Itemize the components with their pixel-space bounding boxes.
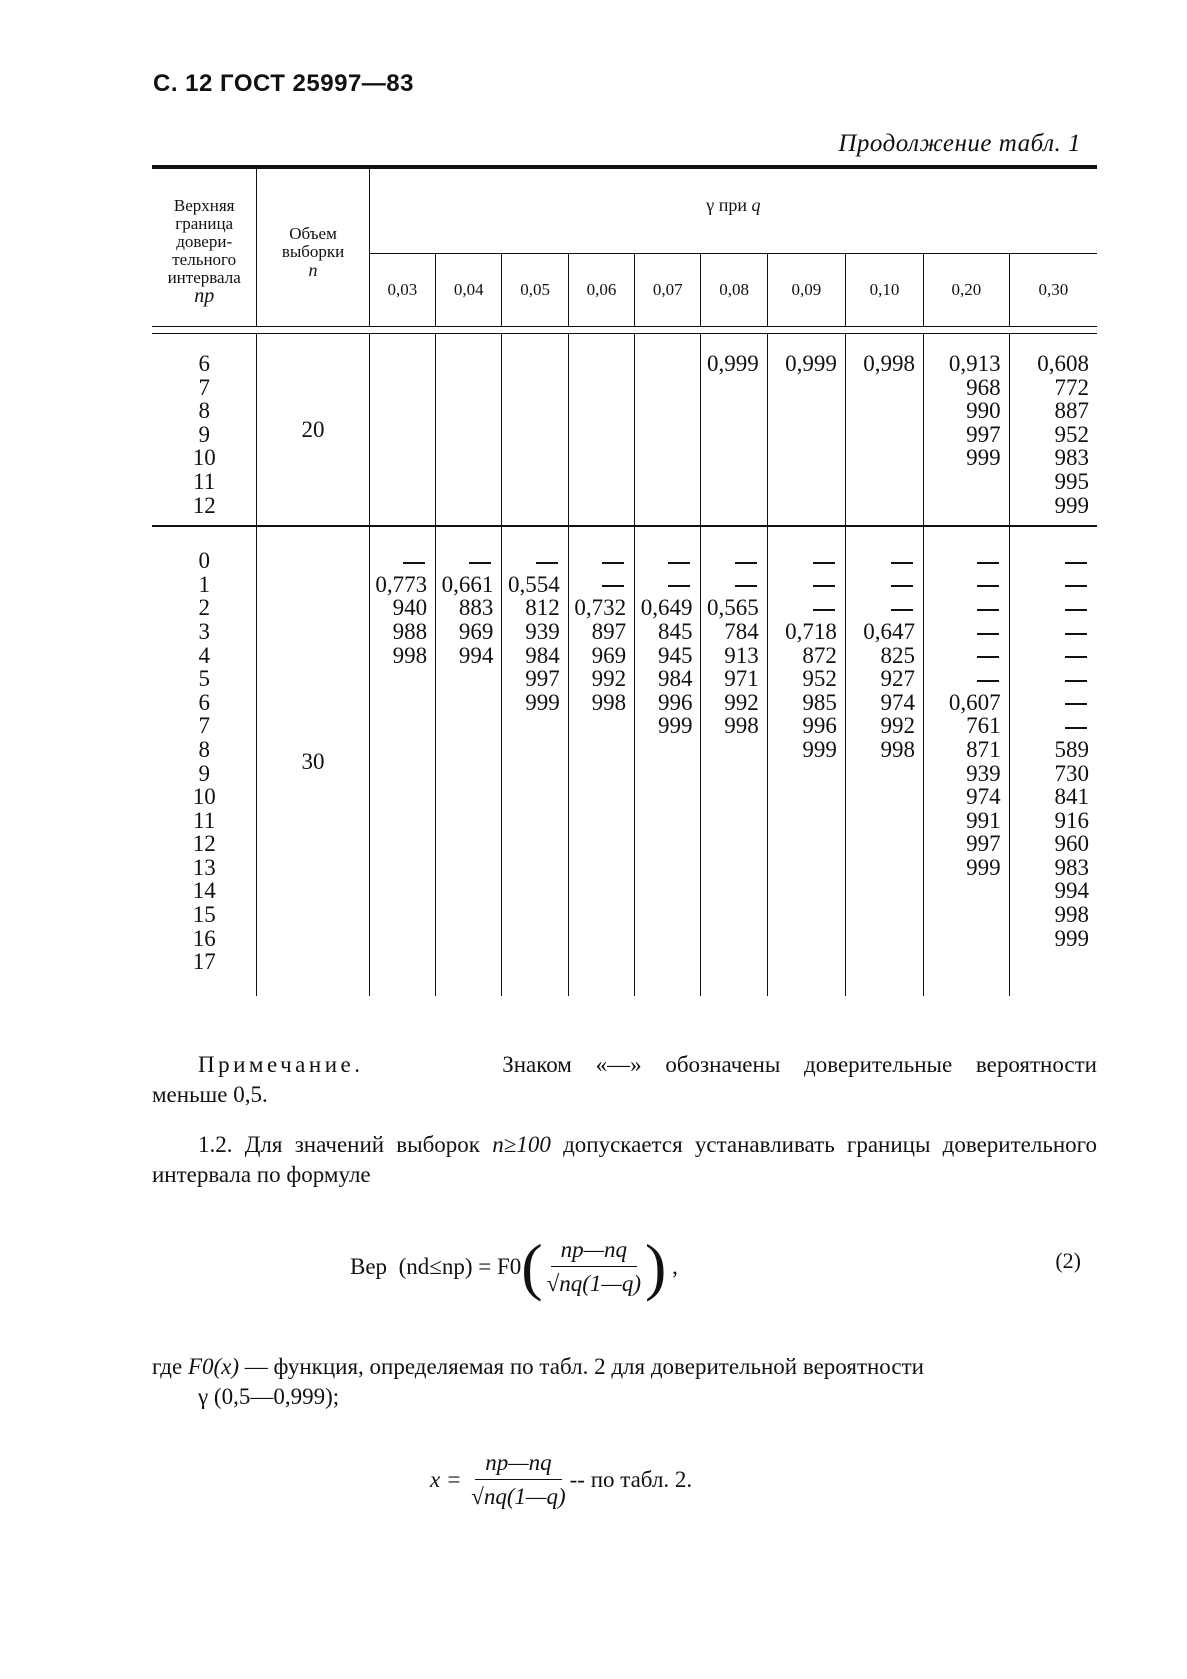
gamma-value: 997 [966,421,1001,447]
dash-mark [924,667,1001,691]
dash-mark [768,549,837,573]
np-value: 11 [193,468,216,494]
gamma-value: 983 [1054,854,1089,880]
dash-line [891,585,913,587]
gamma-value: 968 [966,374,1001,400]
table-row-group [152,527,1097,996]
dash-line [1065,633,1087,635]
dash-mark [502,549,559,573]
gamma-value: 999 [525,689,560,715]
dash-line [469,562,491,564]
dash-line [977,680,999,682]
gamma-value: 997 [525,666,560,692]
gamma-value: 952 [802,666,837,692]
gamma-value: 784 [724,618,759,644]
gamma-value: 0,718 [785,618,837,644]
gamma-cell-q9 [1009,527,1097,996]
dash-mark [1010,644,1089,668]
gamma-cell-q6 [767,527,845,996]
np-value: 10 [192,445,216,471]
formula-fraction [547,1237,641,1297]
gamma-value: 0,647 [863,618,916,644]
table-continuation-label: Продолжение табл. 1 [838,130,1081,157]
dash-mark [768,596,837,620]
dash-line [977,656,999,658]
col1-header-line-2: довери- [176,232,233,251]
gamma-cell-q7 [845,334,923,527]
q-header-2: 0,05 [502,254,568,327]
np-values-cell [152,527,257,996]
dash-line [891,562,913,564]
dash-line [1065,656,1087,658]
gamma-value: 913 [724,642,759,668]
dash-mark [569,549,626,573]
np-value: 17 [192,949,216,975]
gamma-value: 871 [966,736,1001,762]
dash-mark [1010,620,1089,644]
gamma-cell-q4 [635,334,701,527]
gamma-value: 969 [591,642,627,668]
where-prefix: где [152,1354,188,1379]
gamma-cell-q1 [436,527,502,996]
gamma-value: 991 [966,807,1001,833]
np-value: 6 [198,351,210,376]
np-value: 9 [198,760,210,786]
gamma-value: 998 [724,713,759,739]
sample-size-cell: 30 [257,527,369,996]
q-header-9: 0,30 [1038,280,1069,299]
dash-mark [924,596,1001,620]
formula-x-trail: -- по табл. 2. [569,1467,693,1492]
gamma-value: 998 [392,642,428,668]
dash-line [602,585,624,587]
gamma-cell-q4 [635,527,701,996]
gamma-value: 0,554 [508,571,560,597]
gamma-cell-q2 [502,527,568,996]
dash-line [1065,703,1087,705]
clause-text-start: 1.2. Для значений выборок [198,1132,493,1157]
formula-numerator: nр—nq [551,1237,637,1267]
gamma-value: 992 [591,666,627,692]
gamma-cell-q3 [568,334,634,527]
gamma-cell-q5 [701,334,767,527]
gamma-value: 985 [802,689,837,715]
gamma-value: 984 [657,666,693,692]
col2-header-line-1: выборки [281,242,345,261]
np-value: 13 [192,854,216,880]
left-paren: ( [521,1231,543,1302]
gamma-value: 761 [966,713,1001,739]
formula-2 [350,1231,678,1302]
col-header-upper-bound [152,169,257,327]
q-header-5: 0,08 [701,254,767,327]
gamma-value: 999 [966,854,1001,880]
gamma-value: 999 [966,445,1001,471]
gamma-cell-q0 [369,527,435,996]
gamma-value: 772 [1054,374,1089,400]
gamma-value: 927 [880,666,916,692]
dash-line [813,609,835,611]
gamma-value: 0,999 [785,351,837,376]
dash-line [536,562,558,564]
dash-mark [1010,714,1089,738]
q-header-3: 0,06 [568,254,634,327]
gamma-value: 999 [657,713,693,739]
gamma-cell-q8 [924,527,1010,996]
np-value: 10 [192,784,216,810]
gamma-value: 990 [966,398,1001,424]
gamma-value: 897 [591,618,627,644]
q-header-8: 0,20 [924,254,1010,327]
gamma-value: 996 [802,713,837,739]
formula-x-denominator: √nq(1—q) [471,1484,566,1509]
gamma-value: 997 [966,831,1001,857]
gamma-cell-q1 [436,334,502,527]
dash-mark [1010,667,1089,691]
gamma-cell-q5 [701,527,767,996]
gamma-value: 0,732 [574,595,627,621]
dash-line [735,562,757,564]
gamma-value: 812 [525,595,560,621]
np-value: 6 [198,689,210,715]
np-value: 12 [192,831,216,857]
gamma-value: 887 [1054,398,1089,424]
where-clause [152,1352,1097,1412]
gamma-value: 883 [458,595,494,621]
gamma-cell-q0 [369,334,435,527]
gamma-cell-q6 [767,334,845,527]
page-header: С. 12 ГОСТ 25997—83 [153,70,414,97]
dash-line [813,585,835,587]
gamma-value: 730 [1054,760,1089,786]
sample-size-cell: 20 [257,334,369,527]
col2-header-line-0: Объем [289,224,337,243]
dash-line [813,562,835,564]
dash-line [602,562,624,564]
gamma-value: 974 [880,689,916,715]
dash-mark [635,573,692,597]
dash-line [977,633,999,635]
q-header-6: 0,09 [767,254,845,327]
gamma-value: 0,661 [441,571,494,597]
col1-header-line-3: тельного [172,250,237,269]
note-label: Примечание. [198,1052,364,1077]
clause-text-end: допускается устанавливать границы доверительного интервала по формуле [152,1132,1097,1187]
formula-x-numerator: nр—nq [475,1450,561,1480]
dash-mark [701,549,758,573]
gamma-cell-q7 [845,527,923,996]
dash-mark [370,549,427,573]
gamma-cell-q2 [502,334,568,527]
gamma-value: 589 [1054,736,1089,762]
gamma-value: 0,607 [948,689,1001,715]
formula-argument: (nd≤nр) = F0 [398,1254,522,1279]
data-table-wrapper [152,165,1097,996]
formula-denominator: √nq(1—q) [546,1271,641,1296]
gamma-cell-q9 [1009,334,1097,527]
n-symbol: n [308,260,318,280]
np-value: 0 [198,548,210,574]
gamma-header [369,169,1097,254]
dash-mark [924,620,1001,644]
dash-mark [846,573,915,597]
col1-header-line-4: интервала [167,268,241,287]
gamma-q-symbol: q [751,195,761,215]
gamma-value: 974 [966,784,1001,810]
q-header-7: 0,10 [845,254,923,327]
gamma-value: 952 [1054,421,1089,447]
np-value: 15 [192,902,216,928]
np-value: 14 [192,878,216,904]
dash-line [1065,727,1087,729]
gamma-value: 995 [1054,468,1089,494]
dash-line [977,585,999,587]
q-header-4: 0,07 [635,254,701,327]
where-range: γ (0,5—0,999); [198,1384,340,1409]
gamma-value: 988 [392,618,428,644]
dash-line [977,562,999,564]
gamma-value: 960 [1054,831,1089,857]
clause-1-2 [152,1130,1097,1190]
where-function: F0(x) [187,1354,240,1379]
gamma-cell-q3 [568,527,634,996]
dash-line [977,609,999,611]
gamma-value: 0,913 [948,351,1001,376]
gamma-value: 841 [1054,784,1089,810]
gamma-value: 994 [458,642,494,668]
dash-mark [924,573,1001,597]
dash-mark [846,549,915,573]
gamma-value: 969 [458,618,494,644]
gamma-value: 0,565 [707,595,759,621]
np-value: 9 [198,421,210,447]
formula-comma: , [672,1254,678,1279]
dash-mark [701,573,758,597]
formula-x-fraction [471,1450,565,1510]
dash-line [668,562,690,564]
gamma-value: 996 [657,689,693,715]
dash-mark [635,549,692,573]
col-header-sample-size [257,169,369,327]
dash-line [1065,585,1087,587]
np-value: 11 [193,807,216,833]
gamma-value: 872 [802,642,837,668]
q-header-0: 0,03 [369,254,435,327]
equation-number: (2) [1055,1248,1081,1273]
dash-line [735,585,757,587]
right-paren: ) [645,1231,667,1302]
np-value: 12 [192,492,216,518]
col1-header-line-1: граница [175,214,234,233]
dash-mark [569,573,626,597]
np-values-cell [152,334,257,527]
gamma-value: 994 [1054,878,1089,904]
np-value: 2 [198,595,210,621]
np-value: 3 [198,618,210,644]
gamma-value: 945 [657,642,693,668]
dash-mark [924,549,1001,573]
gamma-value: 0,773 [375,571,428,597]
gamma-value: 0,649 [640,595,693,621]
gamma-label: γ при [706,195,747,215]
gamma-value: 998 [1054,902,1089,928]
dash-mark [768,573,837,597]
np-value: 16 [192,925,216,951]
np-value: 4 [198,642,210,668]
gamma-value: 825 [880,642,916,668]
gamma-value: 984 [525,642,560,668]
gamma-value: 999 [1054,492,1089,518]
gamma-value: 940 [392,595,428,621]
gamma-value: 0,999 [707,351,759,376]
np-symbol: nр [194,285,215,307]
gamma-value: 916 [1054,807,1089,833]
gamma-value: 0,998 [863,351,916,376]
gamma-value: 992 [880,713,916,739]
dash-line [1065,680,1087,682]
gamma-value: 939 [966,760,1001,786]
np-value: 7 [198,374,210,400]
gamma-value: 983 [1054,445,1089,471]
note-text-line2: меньше 0,5. [152,1082,268,1107]
gamma-value: 971 [724,666,759,692]
dash-line [668,585,690,587]
formula-x [430,1450,692,1510]
gamma-value: 998 [880,736,916,762]
dash-mark [1010,549,1089,573]
note-text-line1: Знаком «—» обозначены доверительные вероятности [502,1052,1097,1077]
dash-mark [1010,691,1089,715]
dash-mark [846,596,915,620]
gamma-value: 999 [1054,925,1089,951]
q-header-1: 0,04 [436,254,502,327]
np-value: 8 [198,736,210,762]
dash-line [403,562,425,564]
table-note [152,1050,1097,1110]
np-value: 1 [198,571,210,597]
gamma-value: 992 [724,689,759,715]
dash-line [1065,609,1087,611]
gamma-value: 0,608 [1037,351,1089,376]
dash-line [891,609,913,611]
gamma-value: 845 [657,618,693,644]
formula-x-lhs: x = [430,1467,462,1492]
clause-condition: n≥100 [492,1132,551,1157]
dash-mark [436,549,493,573]
dash-mark [1010,573,1089,597]
col1-header-line-0: Верхняя [173,196,235,215]
confidence-table [152,165,1097,996]
table-row-group [152,334,1097,527]
dash-line [1065,562,1087,564]
gamma-value: 939 [525,618,560,644]
gamma-cell-q8 [924,334,1010,527]
np-value: 5 [198,666,210,692]
dash-mark [1010,596,1089,620]
gamma-value: 998 [591,689,627,715]
np-value: 7 [198,713,210,739]
np-value: 8 [198,398,210,424]
gamma-value: 999 [802,736,837,762]
where-description: — функция, определяемая по табл. 2 для доверительной вероятности [239,1354,924,1379]
dash-mark [924,644,1001,668]
formula-lhs: Вер [350,1254,388,1279]
